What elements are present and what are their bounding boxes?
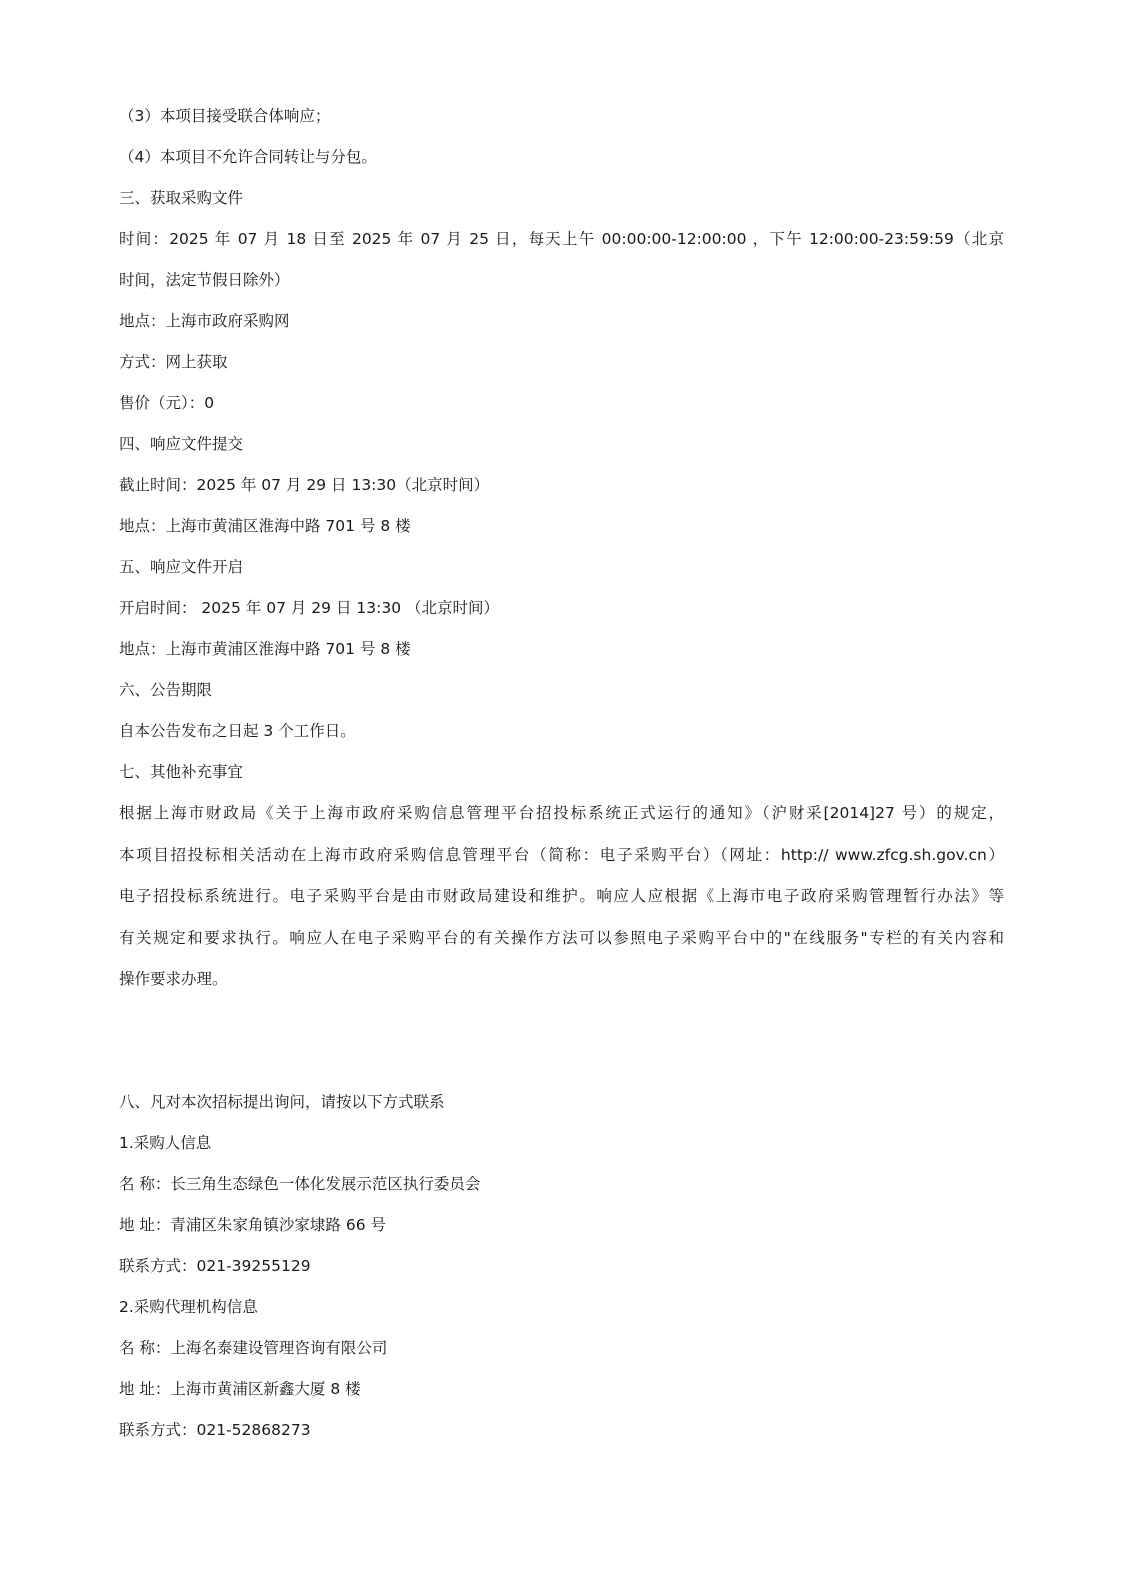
supplement-line-1: 根据上海市财政局《关于上海市政府采购信息管理平台招投标系统正式运行的通知》（沪财采[2014]27 号）的规定， [119,804,1004,822]
supplement-line-2: 本项目招投标相关活动在上海市政府采购信息管理平台（简称：电子采购平台）（网址：http:// www.zfcg.sh.gov.cn） [119,846,1004,864]
section-6-heading: 六、公告期限 [119,681,213,699]
obtain-time-line-1: 时间：2025 年 07 月 18 日至 2025 年 07 月 25 日，每天上午 00:00:00-12:00:00 ，下午 12:00:00-23:59:59（北京 [119,230,1004,248]
purchaser-address: 地 址：青浦区朱家角镇沙家埭路 66 号 [119,1216,387,1234]
section-8-heading: 八、凡对本次招标提出询问，请按以下方式联系 [119,1093,445,1111]
purchaser-name: 名 称：长三角生态绿色一体化发展示范区执行委员会 [119,1175,481,1193]
opening-time: 开启时间： 2025 年 07 月 29 日 13:30 （北京时间） [119,599,499,617]
agency-name: 名 称：上海名泰建设管理咨询有限公司 [119,1339,388,1357]
section-7-heading: 七、其他补充事宜 [119,763,244,781]
supplement-line-4: 有关规定和要求执行。响应人在电子采购平台的有关操作方法可以参照电子采购平台中的"在线服务"专栏的有关内容和 [119,929,1004,947]
clause-3-consortium: （3）本项目接受联合体响应； [119,107,331,125]
supplement-line-5: 操作要求办理。 [119,970,228,988]
supplement-line-3: 电子招投标系统进行。电子采购平台是由市财政局建设和维护。响应人应根据《上海市电子政府采购管理暂行办法》等 [119,887,1004,905]
obtain-time-line-2: 时间，法定节假日除外） [119,271,290,289]
obtain-location: 地点：上海市政府采购网 [119,312,290,330]
agency-info-heading: 2.采购代理机构信息 [119,1298,258,1316]
clause-4-no-subcontract: （4）本项目不允许合同转让与分包。 [119,148,377,166]
submission-location: 地点：上海市黄浦区淮海中路 701 号 8 楼 [119,517,411,535]
opening-location: 地点：上海市黄浦区淮海中路 701 号 8 楼 [119,640,411,658]
agency-contact: 联系方式：021-52868273 [119,1421,311,1439]
notice-period: 自本公告发布之日起 3 个工作日。 [119,722,356,740]
section-5-heading: 五、响应文件开启 [119,558,244,576]
section-3-heading: 三、获取采购文件 [119,189,244,207]
section-4-heading: 四、响应文件提交 [119,435,244,453]
obtain-price: 售价（元）：0 [119,394,215,412]
obtain-method: 方式：网上获取 [119,353,228,371]
submission-deadline: 截止时间：2025 年 07 月 29 日 13:30（北京时间） [119,476,490,494]
agency-address: 地 址：上海市黄浦区新鑫大厦 8 楼 [119,1380,361,1398]
purchaser-contact: 联系方式：021-39255129 [119,1257,311,1275]
purchaser-info-heading: 1.采购人信息 [119,1134,212,1152]
